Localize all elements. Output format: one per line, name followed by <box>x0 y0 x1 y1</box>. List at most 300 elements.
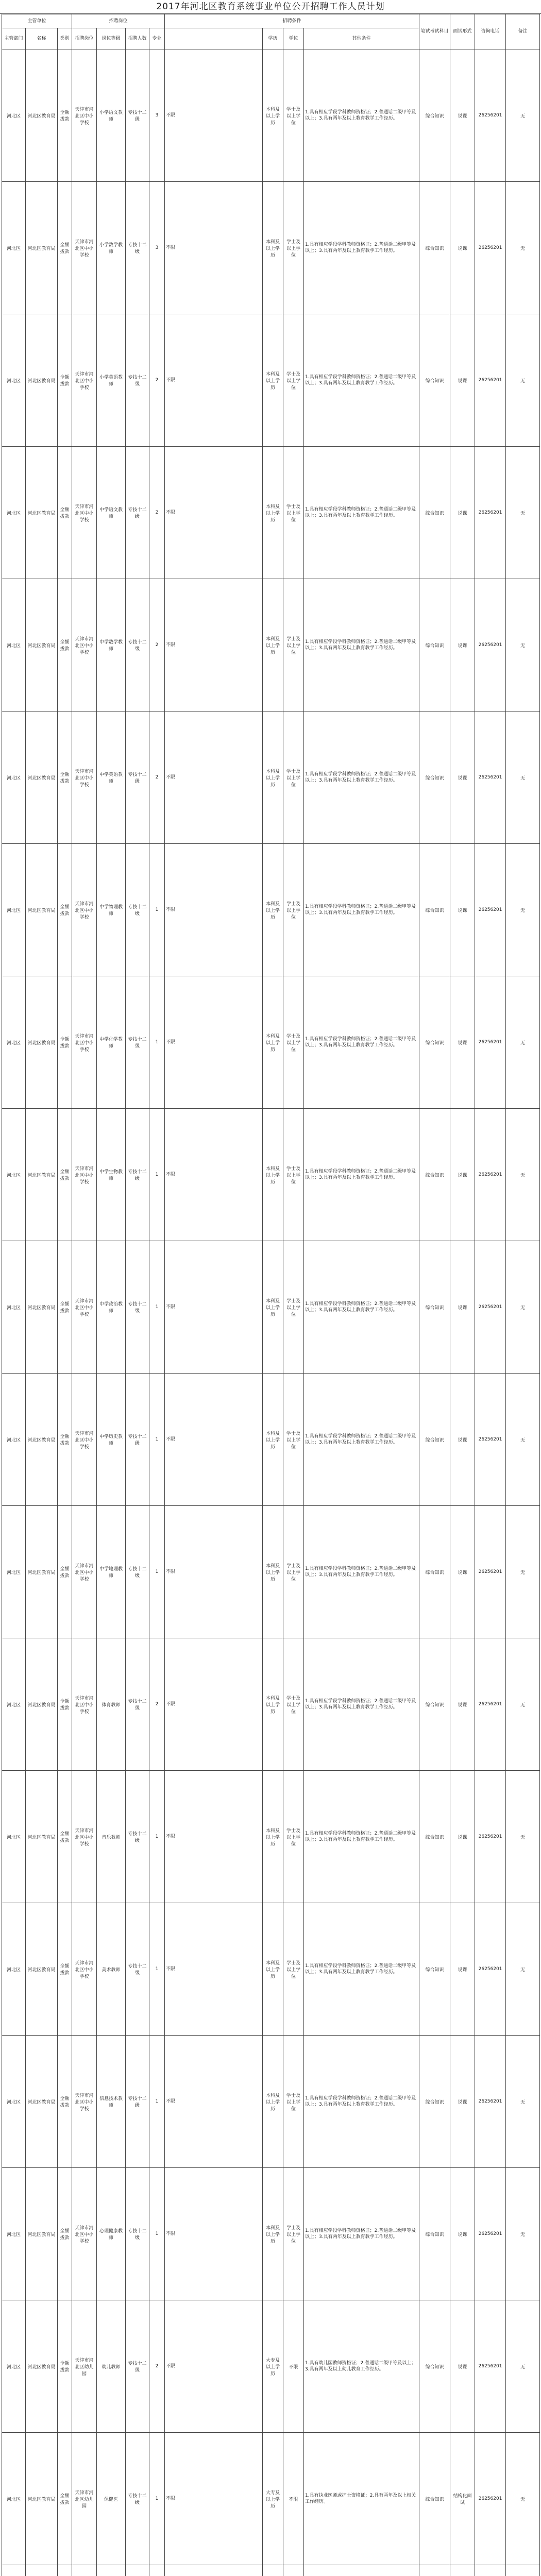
cell-unit: 河北区教育局 <box>26 2168 58 2300</box>
cell-exam <box>419 2565 450 2576</box>
cell-unit: 河北区教育局 <box>26 2433 58 2565</box>
cell-interview: 说课 <box>450 2036 475 2168</box>
cell-cond: 1.具有相应学段学科教师资格证；2.普通话二级甲等及以上；3.具有两年及以上教育教学工作经历。 <box>304 49 419 182</box>
cell-level: 专技十二级 <box>126 182 149 314</box>
cell-num: 1 <box>149 1241 165 1374</box>
cell-note: 无 <box>506 1638 540 1771</box>
header-tel: 咨询电话 <box>475 14 506 49</box>
cell-degree: 学士及以上学位 <box>283 711 304 844</box>
cell-cat: 全额拨款 <box>58 711 72 844</box>
cell-edu: 本科及以上学历 <box>263 447 283 579</box>
cell-dept: 河北区 <box>2 2036 26 2168</box>
cell-interview: 说课 <box>450 1374 475 1506</box>
cell-note: 无 <box>506 1903 540 2036</box>
cell-level: 专技十二级 <box>126 447 149 579</box>
cell-level: 专技十二级 <box>126 1638 149 1771</box>
cell-dept: 河北区 <box>2 976 26 1109</box>
cell-level: 专技十二级 <box>126 1903 149 2036</box>
cell-num: 2 <box>149 2300 165 2433</box>
cell-cat: 全额拨款 <box>58 2433 72 2565</box>
cell-post: 小学语文教师 <box>97 49 126 182</box>
cell-cond: 1.具有相应学段学科教师资格证；2.普通话二级甲等及以上；3.具有两年及以上教育教学工作经历。 <box>304 1109 419 1241</box>
header-note: 备注 <box>506 14 540 49</box>
cell-num: 2 <box>149 579 165 711</box>
cell-dept: 河北区 <box>2 1638 26 1771</box>
cell-post: 小学数学教师 <box>97 182 126 314</box>
cell-org: 天津市河北区中小学校 <box>72 579 97 711</box>
cell-cat: 全额拨款 <box>58 1241 72 1374</box>
cell-tel: 26256201 <box>475 1241 506 1374</box>
cell-cond: 1.具有相应学段学科教师资格证；2.普通话二级甲等及以上；3.具有两年及以上教育教学工作经历。 <box>304 711 419 844</box>
cell-degree: 学士及以上学位 <box>283 1506 304 1638</box>
cell-interview: 说课 <box>450 182 475 314</box>
table-row <box>2 447 540 579</box>
cell-dept: 河北区 <box>2 182 26 314</box>
cell-note: 无 <box>506 2168 540 2300</box>
cell-exam: 综合知识 <box>419 976 450 1109</box>
cell-num: 1 <box>149 976 165 1109</box>
page-title: 2017年河北区教育系统事业单位公开招聘工作人员计划 <box>0 0 541 14</box>
cell-level: 专技十二级 <box>126 1241 149 1374</box>
cell-note: 无 <box>506 2300 540 2433</box>
cell-org: 天津市河北区中小学校 <box>72 49 97 182</box>
cell-edu: 本科及以上学历 <box>263 844 283 976</box>
cell-interview: 说课 <box>450 1506 475 1638</box>
cell-note: 无 <box>506 1241 540 1374</box>
cell-org: 天津市河北区中小学校 <box>72 711 97 844</box>
cell-post: 心理健康教师 <box>97 2168 126 2300</box>
cell-post: 中学数学教师 <box>97 579 126 711</box>
cell-cond: 1.具有相应学段学科教师资格证；2.普通话二级甲等及以上；3.具有两年及以上教育教学工作经历。 <box>304 447 419 579</box>
cell-unit: 河北区教育局 <box>26 1241 58 1374</box>
cell-unit: 河北区教育局 <box>26 2300 58 2433</box>
cell-cond: 1.具有相应学段学科教师资格证；2.普通话二级甲等及以上；3.具有两年及以上教育教学工作经历。 <box>304 182 419 314</box>
cell-major: 不限 <box>165 2433 263 2565</box>
cell-cat: 全额拨款 <box>58 1109 72 1241</box>
cell-post: 美术教师 <box>97 1903 126 2036</box>
cell-note: 无 <box>506 579 540 711</box>
cell-interview: 说课 <box>450 844 475 976</box>
cell-post: 中学历史教师 <box>97 1374 126 1506</box>
cell-num: 2 <box>149 711 165 844</box>
cell-dept: 河北区 <box>2 2300 26 2433</box>
cell-exam: 综合知识 <box>419 1374 450 1506</box>
cell-cat: 全额拨款 <box>58 1638 72 1771</box>
cell-tel: 26256201 <box>475 844 506 976</box>
cell-tel: 26256201 <box>475 1771 506 1903</box>
cell-dept: 河北区 <box>2 1903 26 2036</box>
cell-num <box>149 2565 165 2576</box>
table-row <box>2 1506 540 1638</box>
table-row <box>2 2433 540 2565</box>
cell-post: 中学物理教师 <box>97 844 126 976</box>
cell-note: 无 <box>506 1506 540 1638</box>
cell-degree: 学士及以上学位 <box>283 976 304 1109</box>
cell-major: 不限 <box>165 2168 263 2300</box>
cell-exam: 综合知识 <box>419 1771 450 1903</box>
cell-major: 不限 <box>165 182 263 314</box>
table-row <box>2 844 540 976</box>
cell-interview: 说课 <box>450 2300 475 2433</box>
cell-tel: 26256201 <box>475 447 506 579</box>
recruitment-table <box>2 14 540 2576</box>
cell-cat <box>58 2565 72 2576</box>
cell-num: 1 <box>149 1506 165 1638</box>
cell-level: 专技十二级 <box>126 1506 149 1638</box>
cell-cond: 1.具有幼儿园教师资格证；2.普通话二级甲等及以上；3.具有两年及以上幼儿教育工作经历。 <box>304 2300 419 2433</box>
cell-exam: 综合知识 <box>419 1506 450 1638</box>
cell-edu: 本科及以上学历 <box>263 1506 283 1638</box>
cell-edu: 本科及以上学历 <box>263 314 283 447</box>
cell-post: 幼儿教师 <box>97 2300 126 2433</box>
cell-dept: 河北区 <box>2 447 26 579</box>
cell-unit <box>26 2565 58 2576</box>
cell-interview: 说课 <box>450 1109 475 1241</box>
cell-degree: 学士及以上学位 <box>283 1638 304 1771</box>
table-row <box>2 49 540 182</box>
cell-num: 2 <box>149 314 165 447</box>
cell-num: 1 <box>149 2168 165 2300</box>
table-row <box>2 711 540 844</box>
cell-num: 1 <box>149 844 165 976</box>
cell-num: 1 <box>149 2433 165 2565</box>
cell-cat: 全额拨款 <box>58 976 72 1109</box>
cell-edu: 本科及以上学历 <box>263 1638 283 1771</box>
cell-tel: 26256201 <box>475 2036 506 2168</box>
cell-cond: 1.具有相应学段学科教师资格证；2.普通话二级甲等及以上；3.具有两年及以上教育教学工作经历。 <box>304 1374 419 1506</box>
cell-tel: 26256201 <box>475 182 506 314</box>
cell-level: 专技十二级 <box>126 1374 149 1506</box>
cell-exam: 综合知识 <box>419 711 450 844</box>
cell-interview: 说课 <box>450 711 475 844</box>
cell-tel: 26256201 <box>475 314 506 447</box>
cell-dept: 河北区 <box>2 1109 26 1241</box>
cell-cat: 全额拨款 <box>58 2168 72 2300</box>
cell-exam: 综合知识 <box>419 1109 450 1241</box>
cell-dept: 河北区 <box>2 1506 26 1638</box>
cell-org: 天津市河北区中小学校 <box>72 182 97 314</box>
cell-edu: 本科及以上学历 <box>263 579 283 711</box>
cell-degree: 学士及以上学位 <box>283 1374 304 1506</box>
cell-unit: 河北区教育局 <box>26 1374 58 1506</box>
cell-major: 不限 <box>165 579 263 711</box>
header-cat: 类别 <box>58 28 72 49</box>
cell-num: 1 <box>149 1903 165 2036</box>
cell-num: 1 <box>149 1374 165 1506</box>
cell-degree: 学士及以上学位 <box>283 2036 304 2168</box>
cell-major: 不限 <box>165 844 263 976</box>
cell-major: 不限 <box>165 2036 263 2168</box>
header-post: 招聘岗位 <box>72 28 97 49</box>
header-exam: 笔试考试科目 <box>419 14 450 49</box>
cell-degree: 学士及以上学位 <box>283 844 304 976</box>
cell-major: 不限 <box>165 2300 263 2433</box>
cell-cat: 全额拨款 <box>58 447 72 579</box>
cell-interview: 说课 <box>450 314 475 447</box>
cell-num: 2 <box>149 447 165 579</box>
cell-degree: 学士及以上学位 <box>283 579 304 711</box>
cell-major: 不限 <box>165 1374 263 1506</box>
cell-major: 不限 <box>165 1771 263 1903</box>
cell-org: 天津市河北区中小学校 <box>72 1771 97 1903</box>
cell-major: 不限 <box>165 314 263 447</box>
cell-interview: 说课 <box>450 579 475 711</box>
cell-post: 中学英语教师 <box>97 711 126 844</box>
cell-num: 2 <box>149 1638 165 1771</box>
cell-org: 天津市河北区中小学校 <box>72 2036 97 2168</box>
cell-edu <box>263 2565 283 2576</box>
cell-cat: 全额拨款 <box>58 579 72 711</box>
cell-unit: 河北区教育局 <box>26 314 58 447</box>
cell-org: 天津市河北区中小学校 <box>72 1241 97 1374</box>
cell-level: 专技十二级 <box>126 2300 149 2433</box>
table-body <box>2 49 540 2576</box>
cell-dept: 河北区 <box>2 1241 26 1374</box>
cell-note <box>506 2565 540 2576</box>
cell-post: 中学生物教师 <box>97 1109 126 1241</box>
cell-tel: 26256201 <box>475 1109 506 1241</box>
cell-major: 不限 <box>165 1638 263 1771</box>
cell-exam: 综合知识 <box>419 182 450 314</box>
cell-unit: 河北区教育局 <box>26 1109 58 1241</box>
cell-num: 3 <box>149 182 165 314</box>
cell-interview: 说课 <box>450 976 475 1109</box>
cell-major: 不限 <box>165 1506 263 1638</box>
cell-cond: 1.具有相应学段学科教师资格证；2.普通话二级甲等及以上；3.具有两年及以上教育教学工作经历。 <box>304 2168 419 2300</box>
cell-tel: 26256201 <box>475 2433 506 2565</box>
cell-cond: 1.具有相应学段学科教师资格证；2.普通话二级甲等及以上；3.具有两年及以上教育教学工作经历。 <box>304 976 419 1109</box>
cell-exam: 综合知识 <box>419 2036 450 2168</box>
cell-tel: 26256201 <box>475 976 506 1109</box>
cell-level: 专技十二级 <box>126 2036 149 2168</box>
cell-degree: 学士及以上学位 <box>283 1109 304 1241</box>
cell-edu: 本科及以上学历 <box>263 976 283 1109</box>
cell-cat: 全额拨款 <box>58 182 72 314</box>
header-edu: 学历 <box>263 28 283 49</box>
cell-note: 无 <box>506 711 540 844</box>
table-row <box>2 1771 540 1903</box>
cell-unit: 河北区教育局 <box>26 447 58 579</box>
cell-num: 1 <box>149 2036 165 2168</box>
cell-edu: 本科及以上学历 <box>263 1771 283 1903</box>
cell-post: 信息技术教师 <box>97 2036 126 2168</box>
cell-level: 专技十二级 <box>126 314 149 447</box>
cell-degree: 学士及以上学位 <box>283 1241 304 1374</box>
cell-interview <box>450 2565 475 2576</box>
table-row <box>2 2565 540 2576</box>
table-row <box>2 976 540 1109</box>
cell-major: 不限 <box>165 711 263 844</box>
cell-note: 无 <box>506 2036 540 2168</box>
cell-post: 中学政治教师 <box>97 1241 126 1374</box>
cell-edu: 本科及以上学历 <box>263 2168 283 2300</box>
cell-unit: 河北区教育局 <box>26 49 58 182</box>
cell-cat: 全额拨款 <box>58 2300 72 2433</box>
cell-dept: 河北区 <box>2 579 26 711</box>
table-row <box>2 1374 540 1506</box>
cell-dept: 河北区 <box>2 2168 26 2300</box>
cell-edu: 本科及以上学历 <box>263 2036 283 2168</box>
cell-org: 天津市河北区中小学校 <box>72 1506 97 1638</box>
cell-edu: 大专及以上学历 <box>263 2300 283 2433</box>
cell-tel: 26256201 <box>475 1374 506 1506</box>
cell-cond: 1.具有相应学段学科教师资格证；2.普通话二级甲等及以上；3.具有两年及以上教育教学工作经历。 <box>304 1506 419 1638</box>
table-row <box>2 1241 540 1374</box>
cell-org: 天津市河北区中小学校 <box>72 2168 97 2300</box>
cell-edu: 本科及以上学历 <box>263 1374 283 1506</box>
cell-dept: 河北区 <box>2 711 26 844</box>
cell-unit: 河北区教育局 <box>26 1638 58 1771</box>
cell-org: 天津市河北区中小学校 <box>72 1638 97 1771</box>
cell-edu: 本科及以上学历 <box>263 49 283 182</box>
cell-org: 天津市河北区中小学校 <box>72 976 97 1109</box>
cell-dept: 河北区 <box>2 1771 26 1903</box>
cell-interview: 说课 <box>450 1771 475 1903</box>
cell-major: 不限 <box>165 1903 263 2036</box>
cell-interview: 说课 <box>450 447 475 579</box>
cell-num: 1 <box>149 1109 165 1241</box>
table-row <box>2 2168 540 2300</box>
cell-num: 1 <box>149 1771 165 1903</box>
table-row <box>2 1903 540 2036</box>
table-row <box>2 1638 540 1771</box>
cell-note: 无 <box>506 1771 540 1903</box>
table-row <box>2 2300 540 2433</box>
cell-cond: 1.具有相应学段学科教师资格证；2.普通话二级甲等及以上；3.具有两年及以上教育教学工作经历。 <box>304 1638 419 1771</box>
cell-org: 天津市河北区中小学校 <box>72 447 97 579</box>
cell-interview: 说课 <box>450 2168 475 2300</box>
cell-tel: 26256201 <box>475 711 506 844</box>
header-num: 招聘人数 <box>126 28 149 49</box>
cell-note: 无 <box>506 2433 540 2565</box>
cell-note: 无 <box>506 976 540 1109</box>
cell-degree: 不限 <box>283 2433 304 2565</box>
cell-post: 中学语文教师 <box>97 447 126 579</box>
cell-degree: 学士及以上学位 <box>283 1903 304 2036</box>
cell-edu: 本科及以上学历 <box>263 1241 283 1374</box>
cell-org: 天津市河北区中小学校 <box>72 1109 97 1241</box>
cell-tel: 26256201 <box>475 1638 506 1771</box>
cell-note: 无 <box>506 49 540 182</box>
cell-unit: 河北区教育局 <box>26 1903 58 2036</box>
header-dept: 主管部门 <box>2 28 26 49</box>
cell-level: 专技十二级 <box>126 1771 149 1903</box>
header-cond: 其他条件 <box>304 28 419 49</box>
header-group-post: 招聘岗位 <box>72 14 165 28</box>
cell-degree: 学士及以上学位 <box>283 182 304 314</box>
header-interview: 面试形式 <box>450 14 475 49</box>
cell-post: 音乐教师 <box>97 1771 126 1903</box>
cell-major <box>165 2565 263 2576</box>
cell-cat: 全额拨款 <box>58 1506 72 1638</box>
cell-unit: 河北区教育局 <box>26 1506 58 1638</box>
cell-exam: 综合知识 <box>419 314 450 447</box>
cell-dept: 河北区 <box>2 49 26 182</box>
header-major-detail <box>165 28 263 49</box>
cell-cat: 全额拨款 <box>58 1374 72 1506</box>
cell-major: 不限 <box>165 1241 263 1374</box>
cell-org: 天津市河北区幼儿园 <box>72 2300 97 2433</box>
header-group-req: 招聘条件 <box>165 14 419 28</box>
header-level: 岗位等级 <box>97 28 126 49</box>
cell-tel <box>475 2565 506 2576</box>
cell-major: 不限 <box>165 49 263 182</box>
cell-interview: 结构化面试 <box>450 2433 475 2565</box>
cell-dept: 河北区 <box>2 314 26 447</box>
cell-dept <box>2 2565 26 2576</box>
cell-cat: 全额拨款 <box>58 49 72 182</box>
cell-cond: 1.具有相应学段学科教师资格证；2.普通话二级甲等及以上；3.具有两年及以上教育教学工作经历。 <box>304 1241 419 1374</box>
cell-edu: 本科及以上学历 <box>263 1109 283 1241</box>
cell-degree: 学士及以上学位 <box>283 314 304 447</box>
cell-interview: 说课 <box>450 1638 475 1771</box>
cell-unit: 河北区教育局 <box>26 844 58 976</box>
header-major: 专业 <box>149 28 165 49</box>
cell-unit: 河北区教育局 <box>26 711 58 844</box>
cell-exam: 综合知识 <box>419 844 450 976</box>
cell-note: 无 <box>506 182 540 314</box>
cell-org: 天津市河北区中小学校 <box>72 844 97 976</box>
table-row <box>2 1109 540 1241</box>
cell-unit: 河北区教育局 <box>26 976 58 1109</box>
cell-post: 保健医 <box>97 2433 126 2565</box>
cell-org: 天津市河北区中小学校 <box>72 314 97 447</box>
cell-cond: 1.具有相应学段学科教师资格证；2.普通话二级甲等及以上；3.具有两年及以上教育教学工作经历。 <box>304 2036 419 2168</box>
cell-cat: 全额拨款 <box>58 1771 72 1903</box>
cell-post: 中学化学教师 <box>97 976 126 1109</box>
cell-cat: 全额拨款 <box>58 2036 72 2168</box>
cell-exam: 综合知识 <box>419 2433 450 2565</box>
cell-degree <box>283 2565 304 2576</box>
cell-org: 天津市河北区中小学校 <box>72 1374 97 1506</box>
cell-cond: 1.具有执业医师或护士资格证；2.具有两年及以上相关工作经历。 <box>304 2433 419 2565</box>
cell-num: 3 <box>149 49 165 182</box>
cell-note: 无 <box>506 1109 540 1241</box>
cell-dept: 河北区 <box>2 844 26 976</box>
cell-tel: 26256201 <box>475 1506 506 1638</box>
cell-degree: 学士及以上学位 <box>283 1771 304 1903</box>
cell-cond: 1.具有相应学段学科教师资格证；2.普通话二级甲等及以上；3.具有两年及以上教育教学工作经历。 <box>304 1771 419 1903</box>
cell-cond: 1.具有相应学段学科教师资格证；2.普通话二级甲等及以上；3.具有两年及以上教育教学工作经历。 <box>304 1903 419 2036</box>
cell-interview: 说课 <box>450 49 475 182</box>
cell-unit: 河北区教育局 <box>26 182 58 314</box>
cell-unit: 河北区教育局 <box>26 1771 58 1903</box>
cell-note: 无 <box>506 1374 540 1506</box>
cell-cat: 全额拨款 <box>58 1903 72 2036</box>
table-row <box>2 2036 540 2168</box>
table-row <box>2 579 540 711</box>
cell-org: 天津市河北区幼儿园 <box>72 2433 97 2565</box>
header-group-unit: 主管单位 <box>2 14 72 28</box>
cell-post: 中学地理教师 <box>97 1506 126 1638</box>
cell-major: 不限 <box>165 1109 263 1241</box>
cell-post: 小学英语教师 <box>97 314 126 447</box>
cell-note: 无 <box>506 314 540 447</box>
cell-exam: 综合知识 <box>419 49 450 182</box>
header-unit: 名称 <box>26 28 58 49</box>
cell-exam: 综合知识 <box>419 1241 450 1374</box>
cell-edu: 大专及以上学历 <box>263 2433 283 2565</box>
cell-edu: 本科及以上学历 <box>263 711 283 844</box>
cell-tel: 26256201 <box>475 2300 506 2433</box>
cell-interview: 说课 <box>450 1241 475 1374</box>
cell-level: 专技十二级 <box>126 2433 149 2565</box>
cell-unit: 河北区教育局 <box>26 2036 58 2168</box>
cell-major: 不限 <box>165 976 263 1109</box>
cell-tel: 26256201 <box>475 579 506 711</box>
cell-exam: 综合知识 <box>419 2168 450 2300</box>
cell-org: 天津市河北区中小学校 <box>72 1903 97 2036</box>
